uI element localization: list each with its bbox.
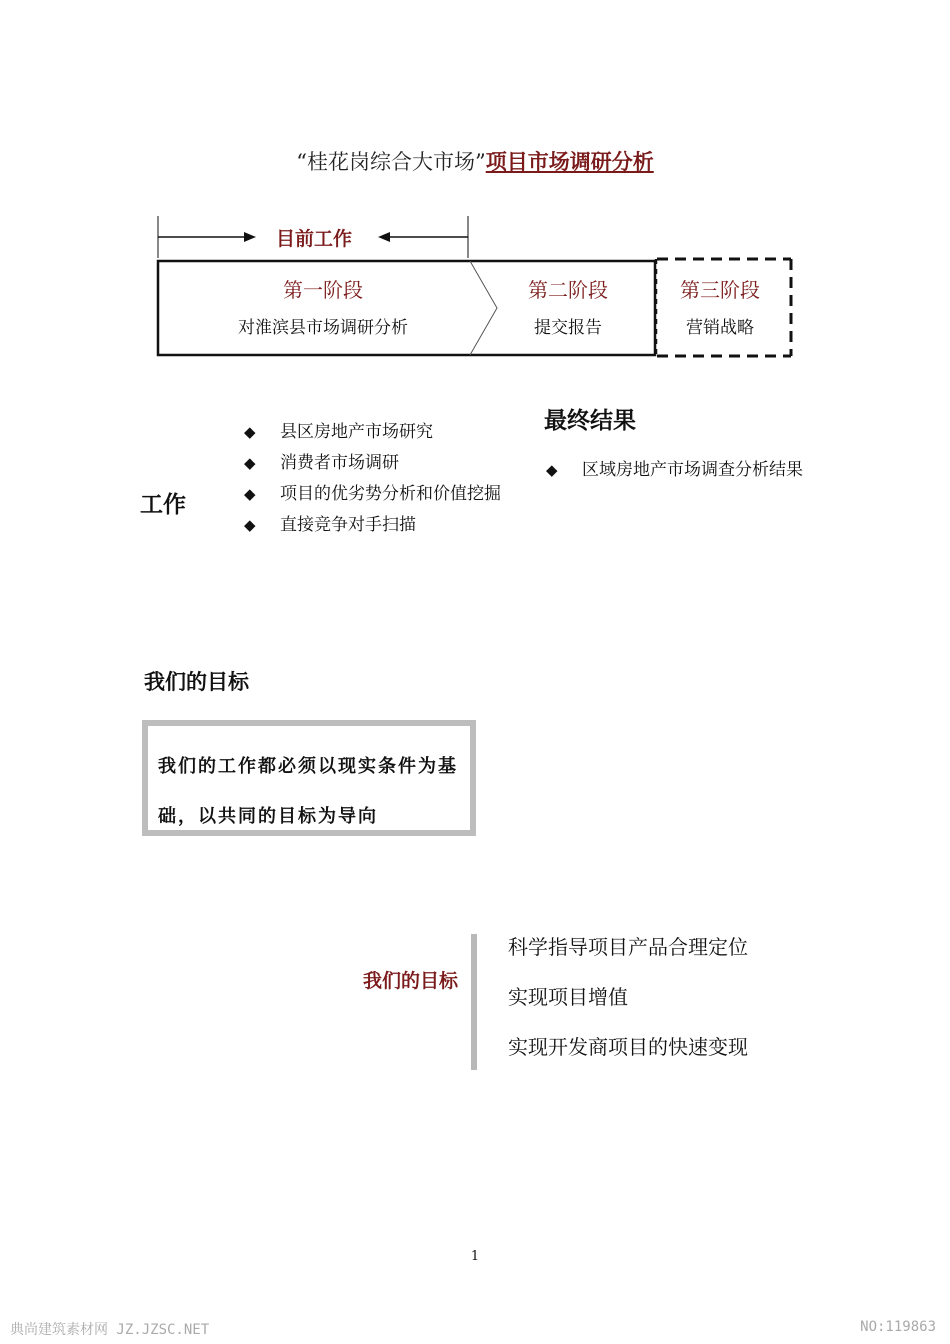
stage-chevron-divider xyxy=(470,261,497,355)
list-item: 科学指导项目产品合理定位 xyxy=(508,935,748,959)
list-item: ◆ 区域房地产市场调查分析结果 xyxy=(546,455,806,486)
list-item: 实现项目增值 xyxy=(508,985,628,1009)
work-list xyxy=(244,417,514,541)
result-heading: 最终结果 xyxy=(544,408,636,434)
footer-watermark-right: NO:119863 xyxy=(860,1319,936,1335)
goal-box xyxy=(142,720,476,836)
goal2-label: 我们的目标 xyxy=(362,970,458,992)
list-item: 实现开发商项目的快速变现 xyxy=(508,1035,748,1059)
list-item: ◆ 消费者市场调研 xyxy=(244,448,514,479)
stage2-subtitle: 提交报告 xyxy=(534,318,602,338)
bracket-right-arrow-head xyxy=(378,232,390,242)
stage1-subtitle: 对淮滨县市场调研分析 xyxy=(238,318,408,338)
diamond-bullet-icon: ◆ xyxy=(546,461,558,479)
result-list xyxy=(546,455,806,486)
stage3-title: 第三阶段 xyxy=(680,278,760,302)
goal2-divider-bar xyxy=(471,934,477,1070)
page-number: 1 xyxy=(470,1249,480,1264)
list-item: ◆ 直接竞争对手扫描 xyxy=(244,510,514,541)
diamond-bullet-icon: ◆ xyxy=(244,485,256,503)
goal-heading: 我们的目标 xyxy=(144,670,249,694)
goal-box-text: 我们的工作都必须以现实条件为基础，以共同的目标为导向 xyxy=(158,756,458,827)
diamond-bullet-icon: ◆ xyxy=(244,516,256,534)
footer-watermark-left: 典尚建筑素材网 JZ.JZSC.NET xyxy=(10,1322,210,1338)
diamond-bullet-icon: ◆ xyxy=(244,454,256,472)
title-quoted-name: “桂花岗综合大市场” xyxy=(296,150,486,174)
stage1-title: 第一阶段 xyxy=(283,278,363,302)
list-item: ◆ 项目的优劣势分析和价值挖掘 xyxy=(244,479,514,510)
goal2-list xyxy=(508,922,828,1072)
title-main: 项目市场调研分析 xyxy=(485,150,654,174)
work-heading: 工作 xyxy=(140,492,186,518)
current-work-label: 目前工作 xyxy=(275,228,352,250)
stage2-title: 第二阶段 xyxy=(528,278,608,302)
list-item: ◆ 县区房地产市场研究 xyxy=(244,417,514,448)
diamond-bullet-icon: ◆ xyxy=(244,423,256,441)
stage3-subtitle: 营销战略 xyxy=(686,318,754,338)
process-diagram xyxy=(0,0,950,380)
